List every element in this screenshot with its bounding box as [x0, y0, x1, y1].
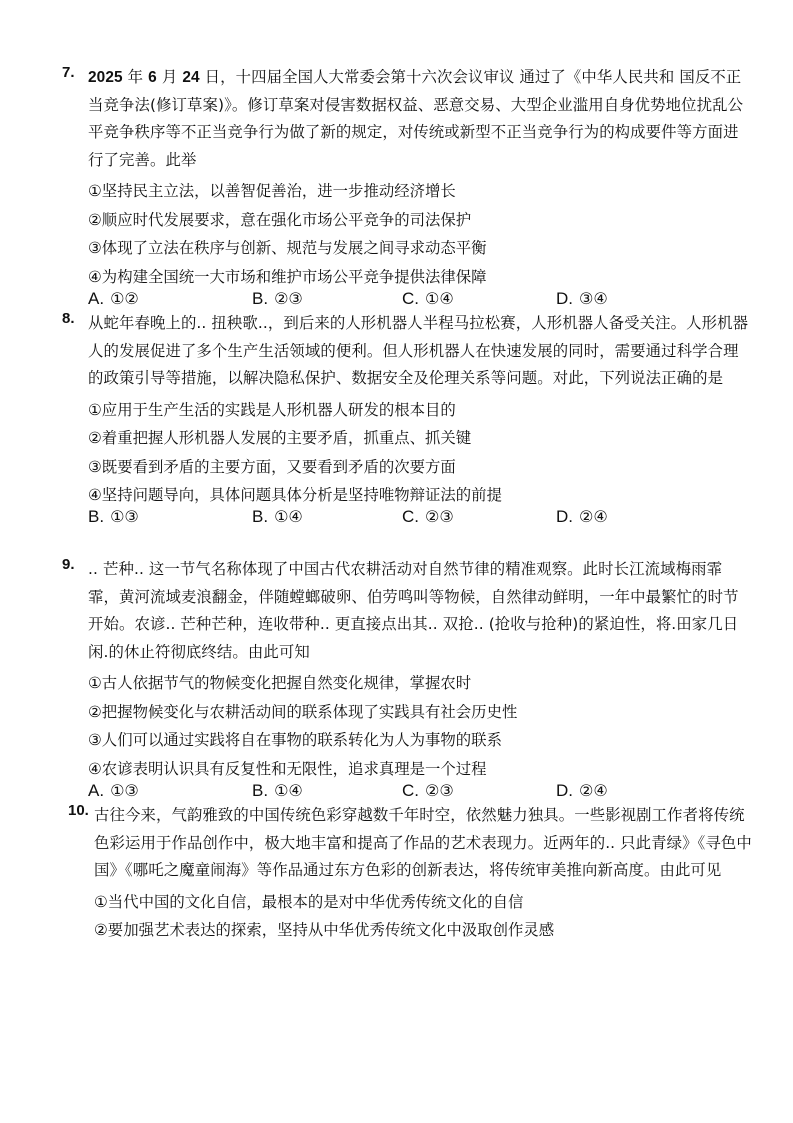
choice-a: A. ①②	[88, 289, 139, 308]
option-item: ②把握物候变化与农耕活动间的联系体现了实践具有社会历史性	[88, 702, 518, 721]
stem-month: 6	[148, 69, 157, 86]
option-item: ④坚持问题导向，具体问题具体分析是坚持唯物辩证法的前提	[88, 486, 502, 504]
option-item: ③既要看到矛盾的主要方面，又要看到矛盾的次要方面	[88, 457, 456, 476]
choice-d: D. ②④	[556, 781, 608, 800]
stem-nian: 年	[127, 68, 144, 86]
option-item: ①古人依据节气的物候变化把握自然变化规律，掌握农时	[88, 674, 472, 693]
question-9	[62, 556, 752, 805]
option-item: ②要加强艺术表达的探索，坚持从中华优秀传统文化中汲取创作灵感	[94, 921, 555, 940]
question-stem: 古往今来，气韵雅致的中国传统色彩穿越数千年时空，依然魅力独具。一些影视剧工作者将传统色彩运用于作品创作中，极大地丰富和提高了作品的艺术表现力。近两年的.. 只此青绿》《寻色中国》《哪吒之魔童闹海》等作品通过东方色彩的创新表达，将传统审美推向新高度。由此可见	[94, 806, 752, 880]
question-number: 8.	[62, 310, 75, 327]
question-number: 7.	[62, 64, 75, 81]
choice-d: D. ②④	[556, 507, 608, 527]
question-stem: 从蛇年春晚上的.. 扭秧歌..，到后来的人形机器人半程马拉松赛，人形机器人备受关注。人形机器人的发展促进了多个生产生活领域的便利。但人形机器人在快速发展的同时，需要通过科学合理的政策引导等措施，以解决隐私保护、数据安全及伦理关系等问题。对此，下列说法正确的是	[88, 314, 749, 388]
question-number: 10.	[68, 802, 89, 819]
option-item: ④农谚表明认识具有反复性和无限性，追求真理是一个过程	[88, 759, 487, 778]
stem-yue: 月	[161, 68, 178, 86]
option-list	[94, 888, 752, 945]
option-item: ①应用于生产生活的实践是人形机器人研发的根本目的	[88, 400, 456, 419]
option-item: ②顺应时代发展要求，意在强化市场公平竞争的司法保护	[88, 210, 472, 229]
choice-c: C. ②③	[402, 507, 454, 527]
option-item: ③体现了立法在秩序与创新、规范与发展之间寻求动态平衡	[88, 239, 487, 258]
stem-day: 24	[182, 69, 200, 86]
question-10	[62, 802, 752, 945]
option-item: ②着重把握人形机器人发展的主要矛盾，抓重点、抓关键	[88, 429, 472, 448]
question-7	[62, 64, 752, 313]
question-stem: .. 芒种.. 这一节气名称体现了中国古代农耕活动对自然节律的精准观察。此时长江流域梅雨霏霏，黄河流域麦浪翻金，伴随螳螂破卵、伯劳鸣叫等物候，自然律动鲜明，一年中最繁忙的时节开始。农谚.. 芒种芒种，连收带种.. 更直接点出其.. 双抢.. (抢收与抢种)的紧迫性，将.田家几日闲.的休止符彻底终结。由此可知	[88, 560, 739, 661]
choice-a: A. ①③	[88, 781, 139, 800]
stem-year: 2025	[88, 69, 123, 86]
question-8	[62, 310, 752, 531]
option-list	[88, 669, 752, 783]
choice-b: B. ①④	[252, 507, 303, 527]
stem-rest: 日，十四届全国人大常委会第十六次会议审议 通过了《中华人民共和 国反不正当竞争法(修订草案)》。修订草案对侵害数据权益、恶意交易、大型企业滥用自身优势地位扰乱公平竞争秩序等不正当竞争行为做了新的规定，对传统或新型不正当竞争行为的构成要件等方面进行了完善。此举	[88, 68, 744, 169]
choice-b: B. ②③	[252, 289, 303, 308]
choice-c: C. ①④	[402, 289, 454, 308]
question-number: 9.	[62, 556, 75, 573]
question-stem	[88, 64, 752, 174]
option-list	[88, 396, 752, 510]
option-list	[88, 177, 752, 291]
option-item: ③人们可以通过实践将自在事物的联系转化为人为事物的联系	[88, 731, 502, 750]
choice-d: D. ③④	[556, 289, 608, 308]
choice-b: B. ①④	[252, 781, 303, 800]
choice-a: B. ①③	[88, 507, 139, 527]
option-item: ①当代中国的文化自信，最根本的是对中华优秀传统文化的自信	[94, 892, 524, 911]
option-item: ①坚持民主立法，以善智促善治，进一步推动经济增长	[88, 182, 456, 201]
choice-c: C. ②③	[402, 781, 454, 800]
option-item: ④为构建全国统一大市场和维护市场公平竞争提供法律保障	[88, 267, 487, 286]
answer-choices	[88, 509, 752, 531]
